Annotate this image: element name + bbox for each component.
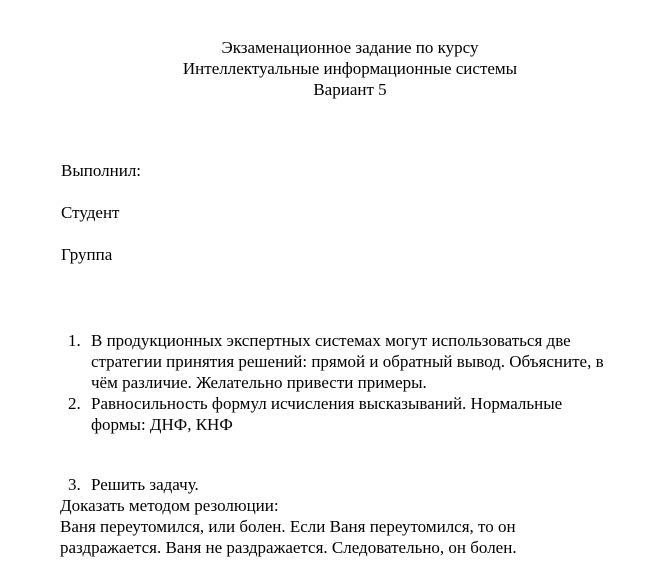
question-text-line: В продукционных экспертных системах могут использоваться две: [91, 331, 571, 350]
task-section: [61, 474, 651, 558]
course-name: Интеллектуальные информационные системы: [182, 59, 518, 78]
task-text-line: Ваня переутомился, или болен. Если Ваня переутомился, то он: [60, 517, 516, 536]
document-header: [0, 37, 666, 100]
task-title: Решить задачу.: [91, 475, 199, 494]
question-text-line: формы: ДНФ, КНФ: [91, 415, 233, 434]
student-label: Студент: [61, 203, 120, 222]
question-number: 2.: [68, 394, 81, 413]
question-list: [61, 330, 651, 435]
variant-label: Вариант 5: [313, 80, 387, 99]
task-text-line: Доказать методом резолюции:: [60, 496, 279, 515]
question-number: 1.: [68, 331, 81, 350]
question-text-line: Равносильность формул исчисления высказываний. Нормальные: [91, 394, 563, 413]
task-number: 3.: [68, 475, 81, 494]
question-item: [61, 393, 651, 435]
question-item: [61, 330, 651, 393]
exam-title: Экзаменационное задание по курсу: [221, 38, 479, 57]
question-text-line: стратегии принятия решений: прямой и обратный вывод. Объясните, в: [91, 352, 604, 371]
performed-by-label: Выполнил:: [61, 161, 142, 180]
question-text-line: чём различие. Желательно привести примеры.: [91, 373, 427, 392]
task-text-line: раздражается. Ваня не раздражается. Следовательно, он болен.: [60, 538, 517, 557]
group-label: Группа: [61, 245, 113, 264]
